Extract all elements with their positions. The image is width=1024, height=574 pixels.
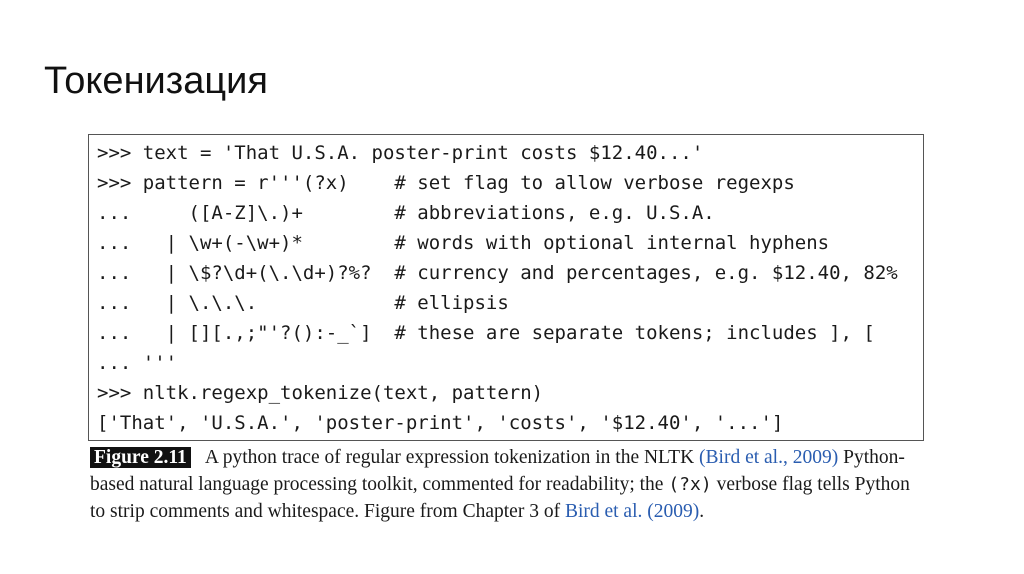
code-line: ... | \w+(-\w+)* # words with optional internal hyphens xyxy=(97,232,830,254)
code-line: ... | \.\.\. # ellipsis xyxy=(97,292,509,314)
code-flag: (?x) xyxy=(668,474,712,495)
citation-link[interactable]: Bird et al. (2009) xyxy=(564,501,700,522)
code-line: ... ''' xyxy=(97,352,178,374)
code-line: ['That', 'U.S.A.', 'poster-print', 'costs', '$12.40', '...'] xyxy=(97,412,784,434)
figure-label: Figure 2.11 xyxy=(90,447,191,468)
slide-title: Токенизация xyxy=(44,60,268,102)
caption-text: . xyxy=(699,501,705,522)
caption-text: Python-based natural language processing toolkit, commented for readability; the xyxy=(90,447,905,495)
code-line: ... | \$?\d+(\.\d+)?%? # currency and percentages, e.g. $12.40, 82% xyxy=(97,262,898,284)
code-line: >>> nltk.regexp_tokenize(text, pattern) xyxy=(97,382,544,404)
code-line: >>> text = 'That U.S.A. poster-print costs $12.40...' xyxy=(97,142,704,164)
code-line: >>> pattern = r'''(?x) # set flag to allow verbose regexps xyxy=(97,172,795,194)
citation-link[interactable]: (Bird et al., 2009) xyxy=(699,447,839,468)
code-listing xyxy=(88,134,924,441)
code-line: ... | [][.,;"'?():-_`] # these are separate tokens; includes ], [ xyxy=(97,322,875,344)
caption-text: A python trace of regular expression tokenization in the NLTK xyxy=(204,447,695,468)
code-line: ... ([A-Z]\.)+ # abbreviations, e.g. U.S.A. xyxy=(97,202,715,224)
caption-text: verbose flag tells Python to strip comments and whitespace. Figure from Chapter 3 of xyxy=(90,474,910,522)
figure-caption xyxy=(90,444,926,525)
